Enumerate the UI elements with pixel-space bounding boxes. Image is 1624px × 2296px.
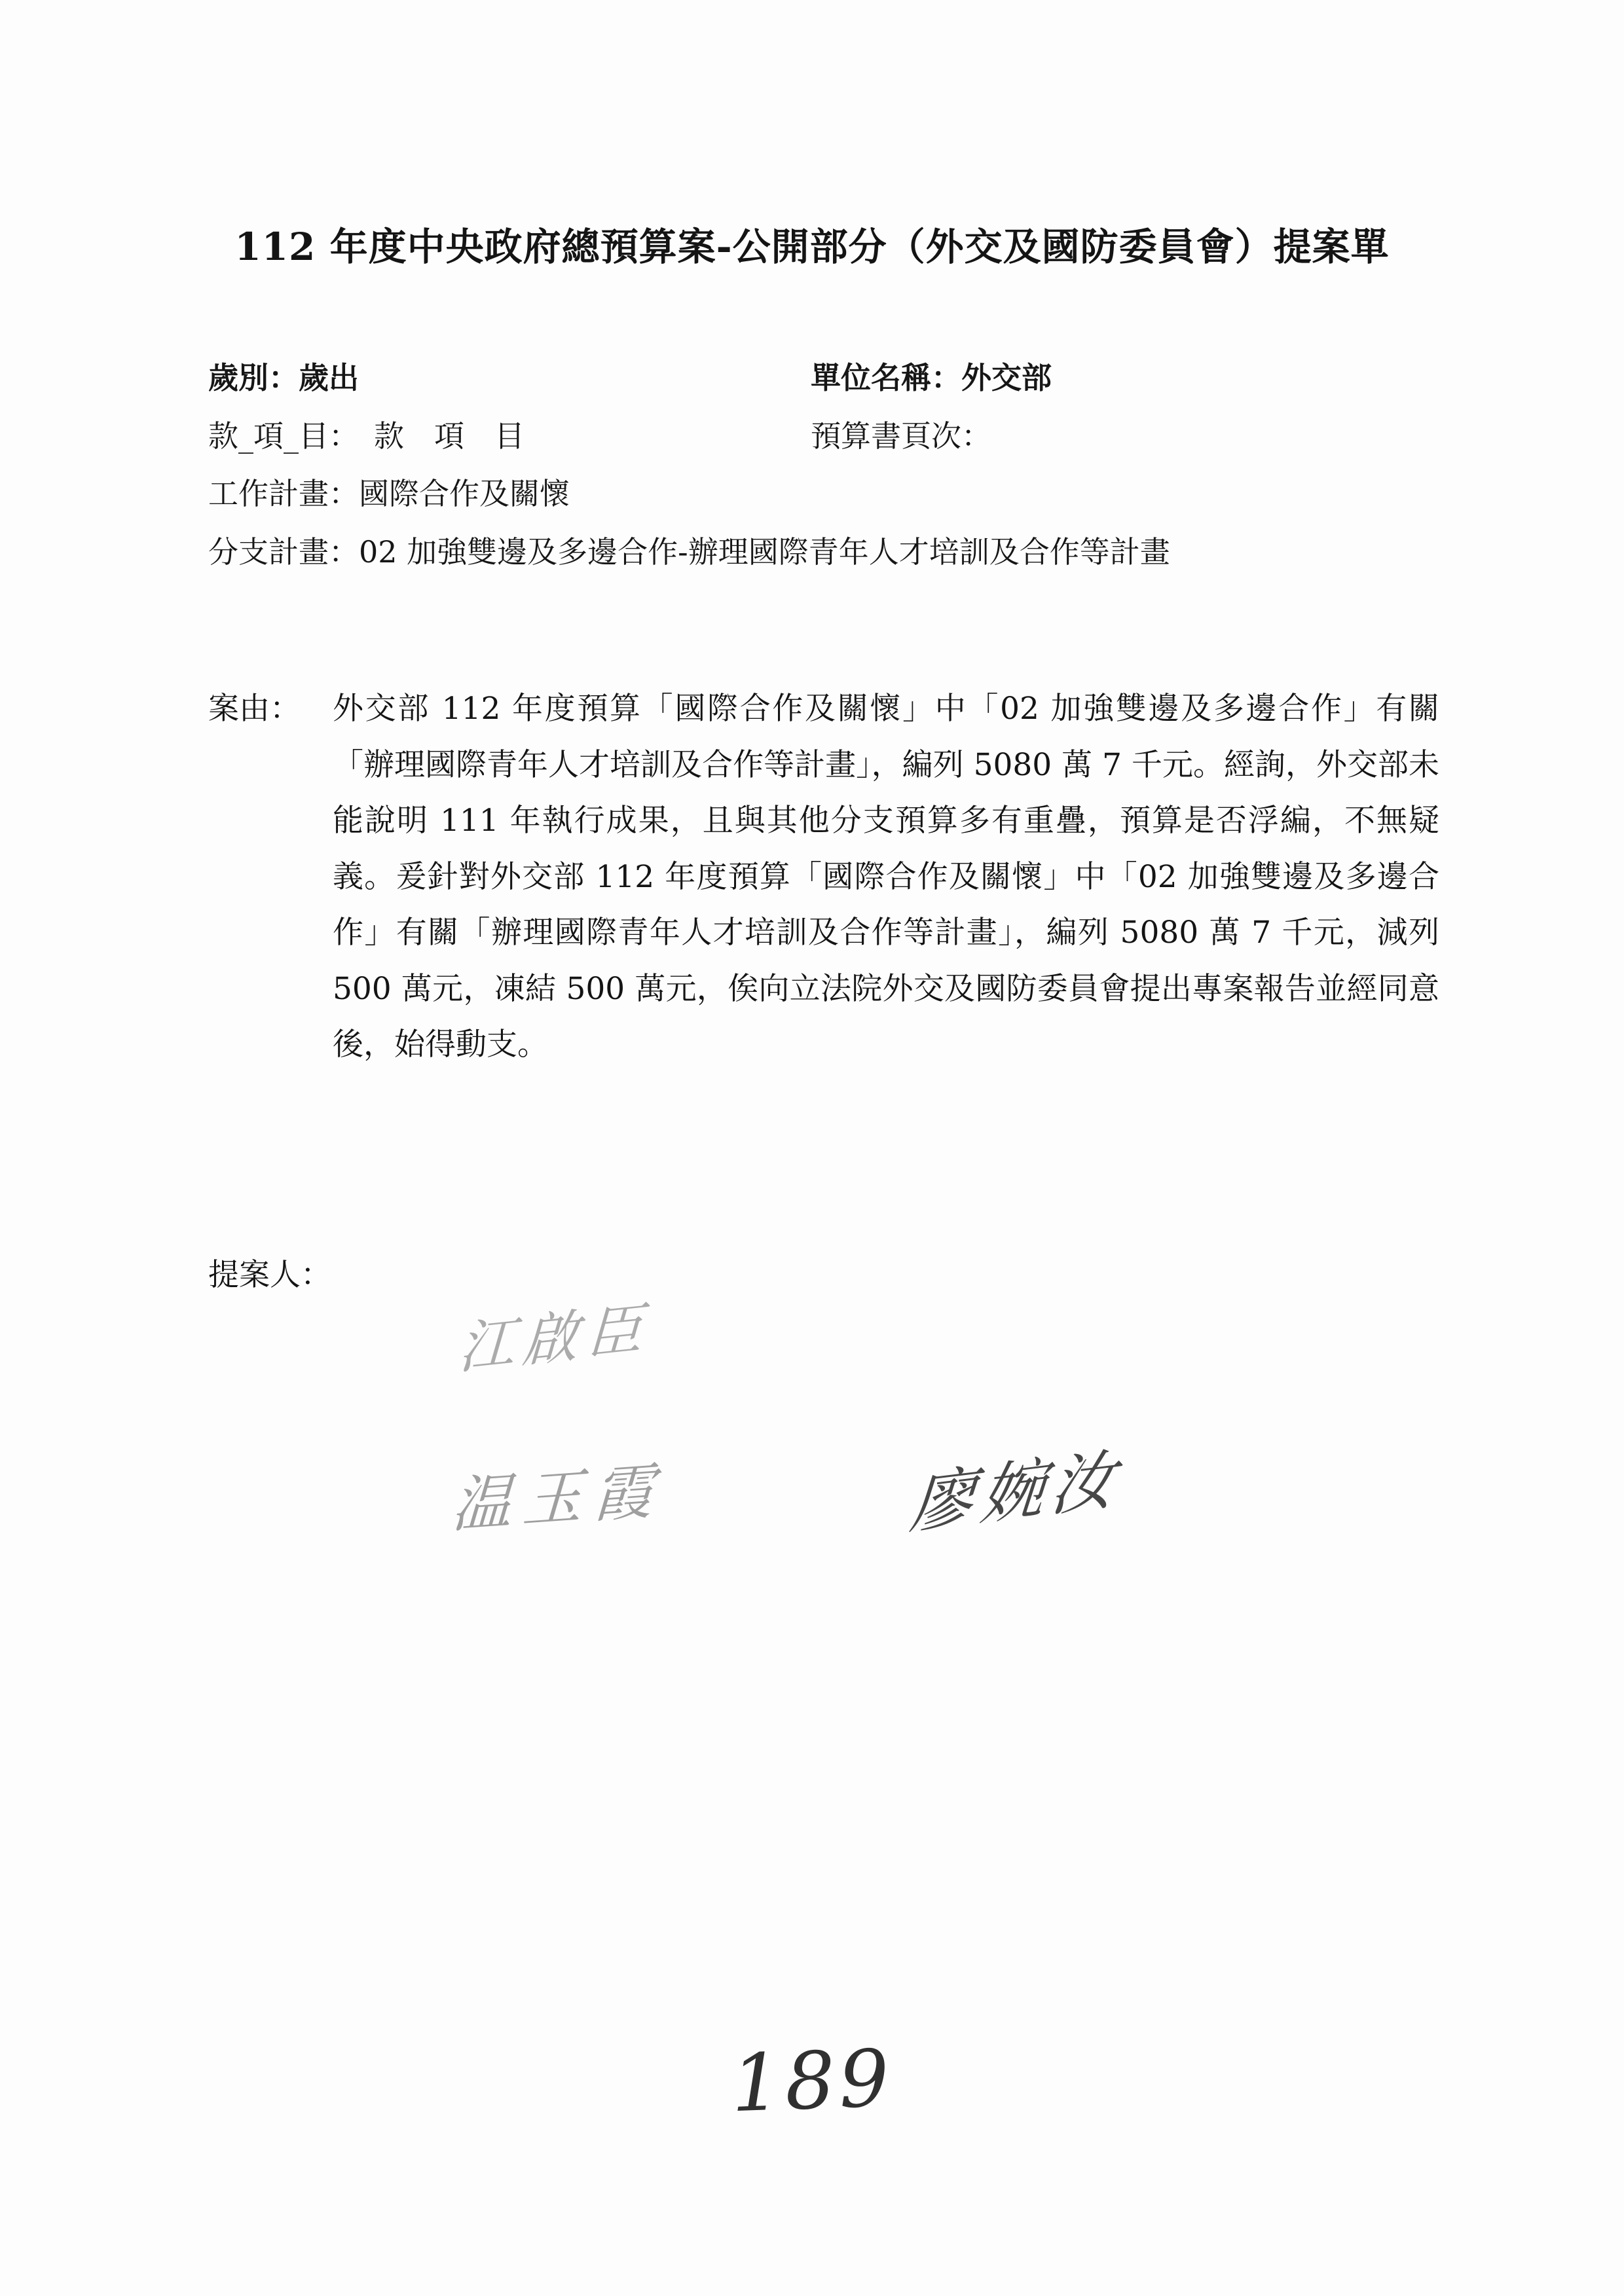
sub-plan-label: 分支計畫：02 加強雙邊及多邊合作-辦理國際青年人才培訓及合作等計畫 (208, 534, 1170, 570)
meta-row-sub-plan (208, 528, 1452, 577)
work-plan-label: 工作計畫：國際合作及關懷 (208, 476, 570, 512)
fiscal-type-label: 歲別：歲出 (208, 360, 359, 395)
case-description-block (208, 681, 1439, 1073)
meta-row-account (208, 412, 1452, 461)
case-label: 案由： (208, 691, 301, 727)
page-number: 189 (729, 2033, 895, 2130)
case-text: 外交部 112 年度預算「國際合作及關懷」中「02 加強雙邊及多邊合作」有關「辦理國際青年人才培訓及合作等計畫」，編列 5080 萬 7 千元。經詢，外交部未能說明 111 年執行成果，且與其他分支預算多有重疊，預算是否浮編，不無疑義。爰針對外交部 112 年度預算「國際合作及關懷」中「02 加強雙邊及多邊合作」有關「辦理國際青年人才培訓及合作等計畫」，編列 5080 萬 7 千元，減列 500 萬元，凍結 500 萬元，俟向立法院外交及國防委員會提出專案報告並經同意後，始得動支。 (333, 691, 1439, 1063)
unit-name-label: 單位名稱：外交部 (811, 360, 1052, 395)
signature-2: 温玉霞 (450, 1455, 666, 1541)
signature-3: 廖婉汝 (907, 1441, 1125, 1543)
meta-row-work-plan (208, 469, 1452, 519)
budget-page-label: 預算書頁次： (811, 418, 991, 454)
meta-row-fiscal (208, 354, 1452, 403)
proposer-label: 提案人： (208, 1257, 331, 1293)
header-meta-block (208, 354, 1452, 585)
account-code-label: 款_項_目： 款 項 目 (208, 418, 525, 454)
signature-1: 江啟臣 (456, 1296, 652, 1383)
page-title: 112 年度中央政府總預算案-公開部分（外交及國防委員會）提案單 (234, 225, 1390, 269)
